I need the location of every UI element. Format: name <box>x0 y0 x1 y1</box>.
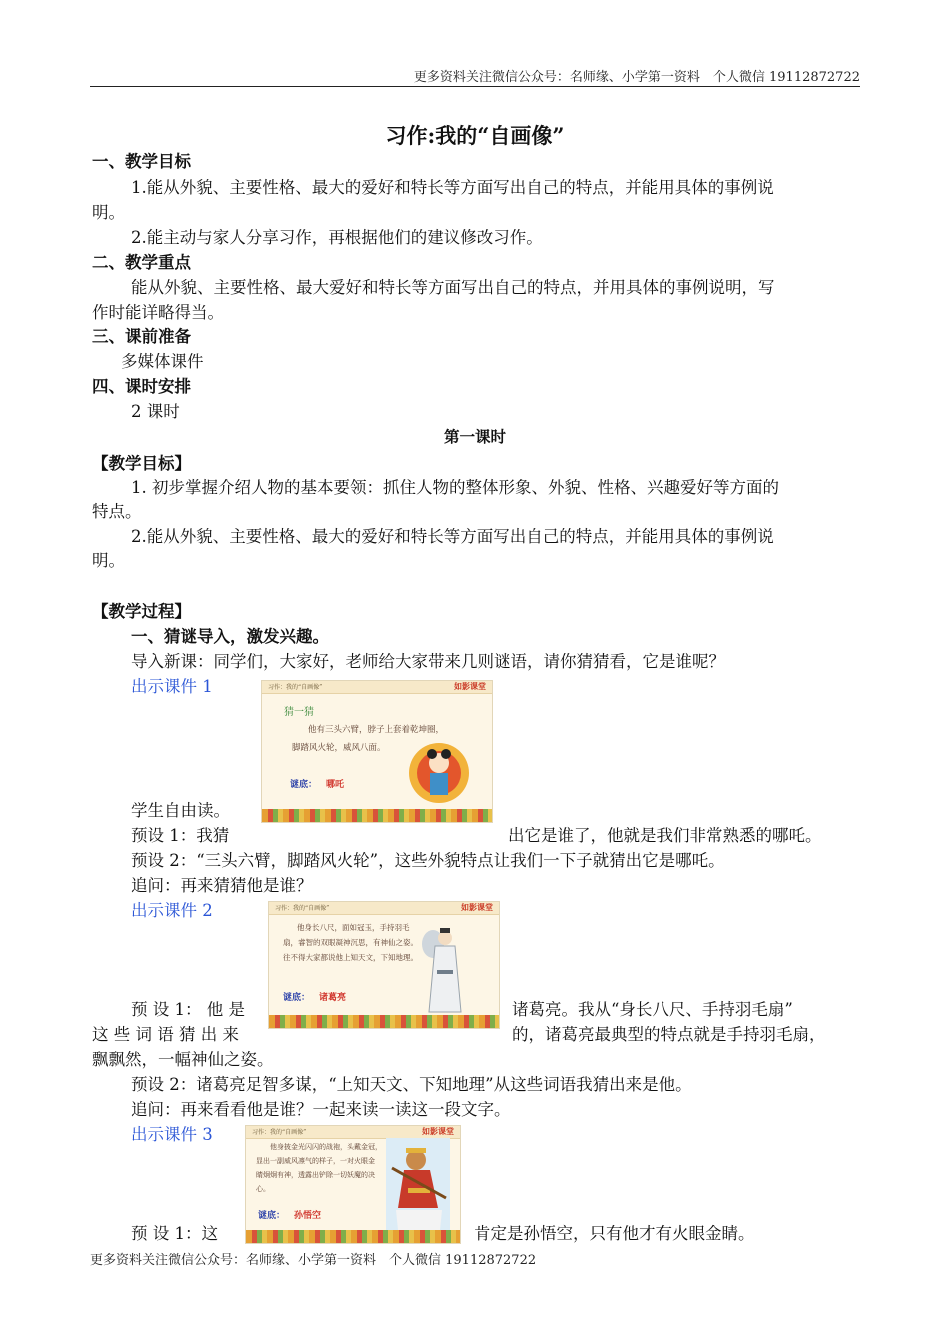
slide-1-answer-label: 谜底： <box>290 780 318 790</box>
process-title: 【教学过程】 <box>92 602 191 621</box>
slide-3-line-2: 显出一副威风凛气的样子，一对火眼金 <box>256 1157 375 1165</box>
slide-2-border <box>269 1015 499 1028</box>
step-1-title: 一、猜谜导入，激发兴趣。 <box>131 627 329 646</box>
preset-4: 预设 2：诸葛亮足智多谋，“上知天文、下知地理”从这些词语我猜出来是他。 <box>131 1075 692 1094</box>
section-2-title: 二、教学重点 <box>92 253 191 272</box>
section-1-title: 一、教学目标 <box>92 152 191 171</box>
lesson-goal-2-line-2: 明。 <box>92 551 125 570</box>
slide-1-image <box>261 680 493 823</box>
slide-1-bar-title: 习作：我的“自画像” <box>268 684 323 691</box>
follow-up-2: 追问：再来看看他是谁？一起来读一读这一段文字。 <box>131 1100 511 1119</box>
preset-3-start: 预 设 1： 他 是 <box>131 1000 245 1019</box>
sun-wukong-illustration <box>386 1138 450 1230</box>
slide-2-answer-label: 谜底： <box>283 993 311 1003</box>
preset-2: 预设 2：“三头六臂，脚踏风火轮”，这些外貌特点让我们一下子就猜出它是哪吒。 <box>131 851 725 870</box>
slide-1-heading: 猜一猜 <box>284 707 314 718</box>
section-1-item-1-line-1: 1.能从外貌、主要性格、最大的爱好和特长等方面写出自己的特点，并能用具体的事例说 <box>131 178 774 197</box>
slide-1-brand: 如影课堂 <box>454 681 486 691</box>
slide-1-border <box>262 809 492 822</box>
section-1-item-1-line-2: 明。 <box>92 203 125 222</box>
slide-2-line-2: 扇，睿智的双眼凝神沉思，有神仙之姿。 <box>283 938 418 947</box>
zhuge-liang-illustration <box>419 924 469 1016</box>
page-header: 更多资料关注微信公众号：名师缘、小学第一资料 个人微信 19112872722 <box>413 70 860 85</box>
slide-2-line-1: 他身长八尺，面如冠玉，手持羽毛 <box>297 923 410 932</box>
lesson-goal-title: 【教学目标】 <box>92 454 191 473</box>
lesson-goal-1-line-1: 1. 初步掌握介绍人物的基本要领：抓住人物的整体形象、外貌、性格、兴趣爱好等方面的 <box>131 478 779 497</box>
page-footer: 更多资料关注微信公众号：名师缘、小学第一资料 个人微信 19112872722 <box>90 1253 537 1268</box>
slide-3-answer: 孙悟空 <box>294 1211 322 1221</box>
preset-1-end: 出它是谁了，他就是我们非常熟悉的哪吒。 <box>508 826 822 845</box>
slide-1-answer: 哪吒 <box>326 780 345 790</box>
follow-up-1: 追问：再来猜猜他是谁？ <box>131 876 313 895</box>
preset-1-start: 预设 1：我猜 <box>131 826 230 845</box>
slide-2-brand: 如影课堂 <box>461 902 493 912</box>
preset-3-line-2-start: 这 些 词 语 猜 出 来 <box>92 1025 239 1044</box>
section-4-title: 四、课时安排 <box>92 377 191 396</box>
section-2-line-1: 能从外貌、主要性格、最大爱好和特长等方面写出自己的特点，并用具体的事例说明，写 <box>131 278 775 297</box>
slide-3-border <box>246 1230 460 1243</box>
preset-5-start: 预 设 1：这 <box>131 1224 218 1243</box>
slide-1-line-1: 他有三头六臂，脖子上套着乾坤圈， <box>308 725 445 735</box>
section-2-line-2: 作时能详略得当。 <box>92 303 224 322</box>
preset-3-line-2-end: 的，诸葛亮最典型的特点就是手持羽毛扇， <box>512 1025 826 1044</box>
preset-3-mid: 诸葛亮。我从“身长八尺、手持羽毛扇” <box>512 1000 793 1019</box>
slide-3-line-3: 睛炯炯有神，透露出铲除一切妖魔的决 <box>256 1171 375 1179</box>
slide-3-brand: 如影课堂 <box>422 1126 454 1136</box>
lesson-goal-1-line-2: 特点。 <box>92 502 142 521</box>
lesson-1-title: 第一课时 <box>443 427 506 446</box>
slide-1-line-2: 脚踏风火轮，威风八面。 <box>292 743 386 753</box>
section-4-text: 2 课时 <box>131 402 180 421</box>
slide-3-bar-title: 习作：我的“自画像” <box>252 1129 307 1136</box>
preset-3-line-3: 飘飘然，一幅神仙之姿。 <box>92 1050 274 1069</box>
section-1-item-2: 2.能主动与家人分享习作，再根据他们的建议修改习作。 <box>131 228 543 247</box>
nezha-illustration <box>408 735 470 809</box>
header-rule <box>90 86 860 87</box>
slide-2-bar-title: 习作：我的“自画像” <box>275 905 330 912</box>
intro-text: 导入新课：同学们，大家好，老师给大家带来几则谜语，请你猜猜看，它是谁呢？ <box>131 652 725 671</box>
section-3-title: 三、课前准备 <box>92 327 191 346</box>
slide-2-answer: 诸葛亮 <box>319 993 347 1003</box>
document-title: 习作:我的“自画像” <box>385 123 565 148</box>
show-slide-1: 出示课件 1 <box>131 677 213 696</box>
show-slide-3: 出示课件 3 <box>131 1125 213 1144</box>
slide-2-image <box>268 901 500 1029</box>
slide-3-line-1: 他身披金光闪闪的战袍，头戴金冠， <box>270 1143 382 1151</box>
lesson-goal-2-line-1: 2.能从外貌、主要性格、最大的爱好和特长等方面写出自己的特点，并能用具体的事例说 <box>131 527 774 546</box>
show-slide-2: 出示课件 2 <box>131 901 213 920</box>
slide-2-line-3: 往不得大家都说他上知天文，下知地理。 <box>283 953 418 962</box>
preset-5-end: 肯定是孙悟空，只有他才有火眼金睛。 <box>474 1224 755 1243</box>
slide-3-answer-label: 谜底： <box>258 1211 286 1221</box>
slide-3-image <box>245 1125 461 1244</box>
section-3-text: 多媒体课件 <box>121 352 204 371</box>
free-read-text: 学生自由读。 <box>131 801 230 820</box>
slide-3-line-4: 心。 <box>256 1185 270 1193</box>
